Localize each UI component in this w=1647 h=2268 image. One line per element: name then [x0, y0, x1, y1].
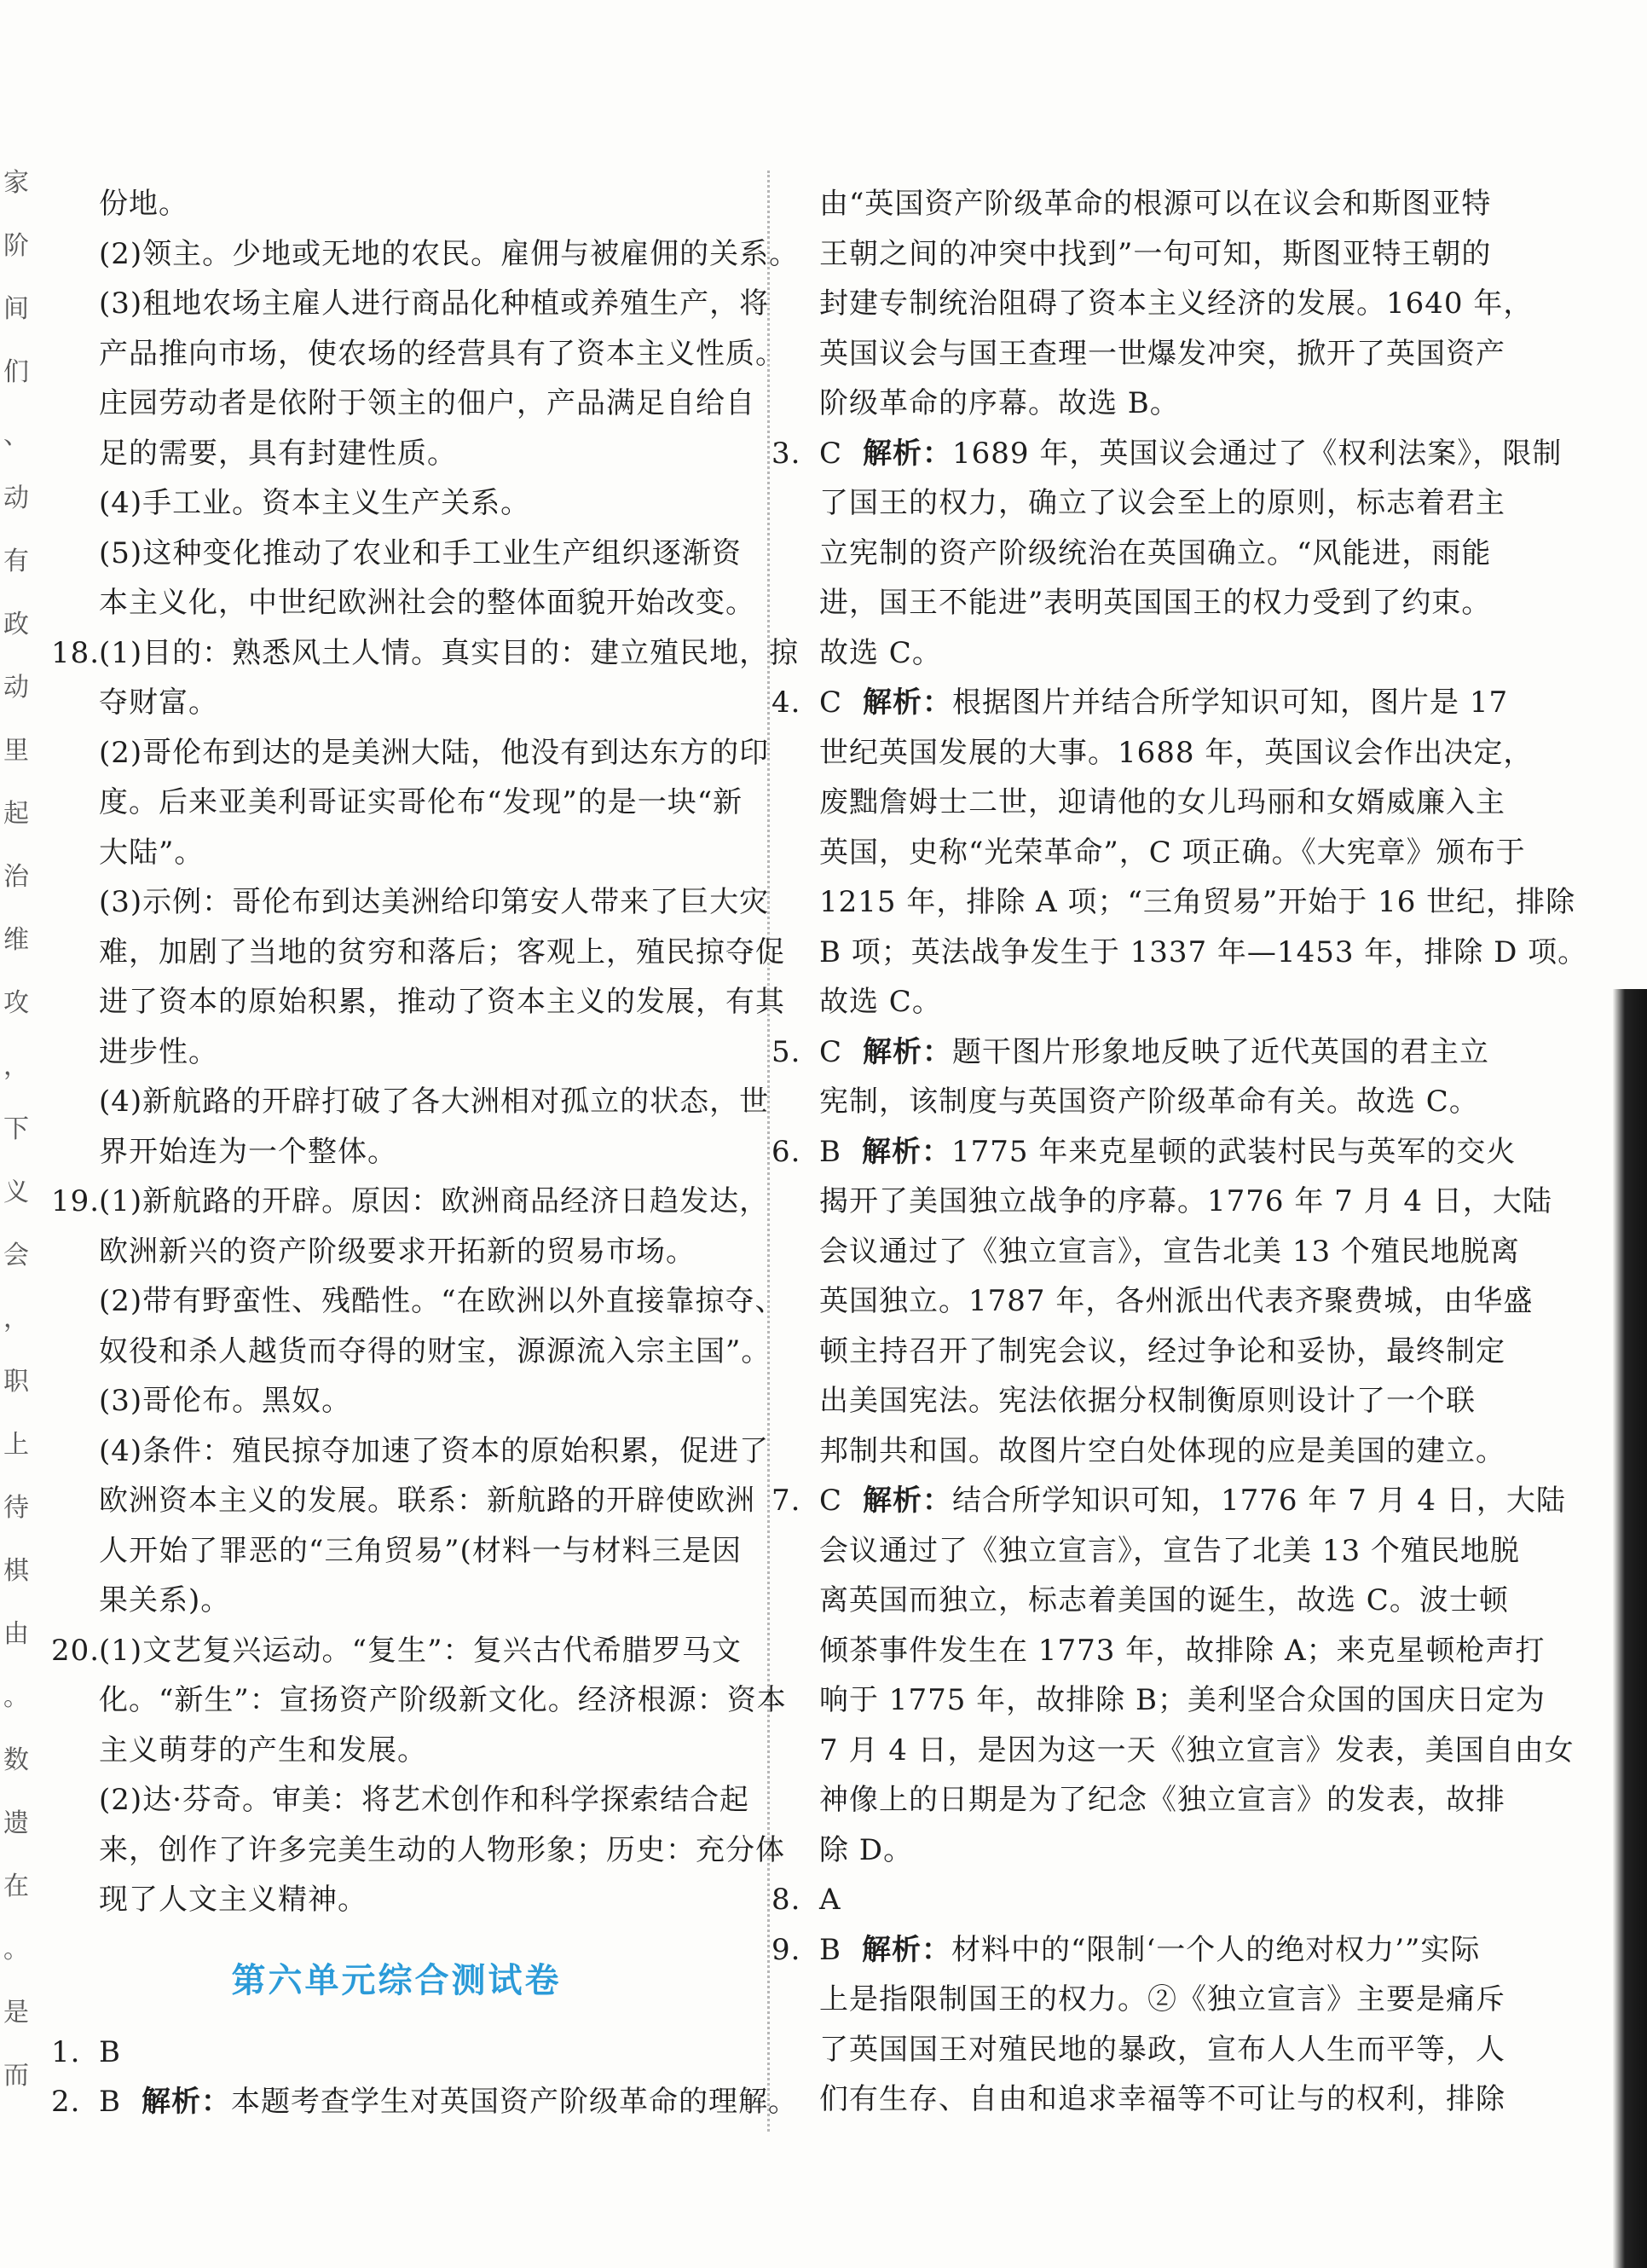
answer-line — [771, 828, 1526, 878]
question-number: 8. — [771, 1883, 801, 1917]
bleed-glyph: 职 — [3, 1367, 29, 1397]
answer-text: 了英国国王对殖民地的暴政，宣布人人生而平等，人 — [819, 2032, 1505, 2067]
answer-text: 离英国而独立，标志着美国的诞生，故选 C。波士顿 — [819, 1583, 1509, 1617]
bleed-glyph: 待 — [3, 1493, 29, 1523]
answer-line — [771, 429, 1563, 479]
question-number: 9. — [771, 1932, 801, 1967]
answer-line — [771, 1276, 1534, 1327]
answer-line — [51, 329, 785, 379]
answer-line — [51, 1127, 742, 1177]
bleed-glyph: 是 — [3, 1998, 29, 2028]
answer-text: 进，国王不能进”表明英国国王的权力受到了约束。 — [819, 586, 1492, 620]
answer-line — [771, 229, 1492, 280]
answer-text: 出美国宪法。宪法依据分权制衡原则设计了一个联 — [819, 1384, 1476, 1418]
bleed-glyph: 会 — [3, 1241, 29, 1270]
answer-text: 果关系)。 — [99, 1583, 231, 1617]
bleed-glyph: 起 — [3, 799, 29, 829]
answer-text: 难，加剧了当地的贫穷和落后；客观上，殖民掠夺促 — [99, 934, 785, 969]
answer-text: (4)手工业。资本主义生产关系。 — [99, 486, 531, 520]
left-column — [51, 179, 800, 2127]
answer-line — [771, 728, 1534, 778]
answer-choice: B — [99, 2085, 121, 2119]
answer-line — [51, 1526, 742, 1577]
answer-text: 来，创作了许多完美生动的人物形象；历史：充分体 — [99, 1832, 785, 1867]
answer-line — [771, 2025, 1505, 2075]
answer-text: 阶级革命的序幕。故选 B。 — [819, 386, 1180, 420]
bleed-glyph: 政 — [3, 610, 29, 639]
answer-text: (3)哥伦布。黑奴。 — [99, 1384, 352, 1418]
analysis-label: 解析： — [862, 1134, 951, 1169]
bleed-glyph: 里 — [3, 736, 29, 766]
answer-text: 神像上的日期是为了纪念《独立宣言》的发表，故排 — [819, 1783, 1505, 1817]
answer-line — [51, 429, 742, 479]
answer-line — [771, 1376, 1476, 1426]
answer-line — [771, 2074, 1505, 2125]
bleed-glyph: 上 — [3, 1430, 29, 1460]
analysis-label: 解析： — [863, 436, 953, 471]
answer-text: 1215 年，排除 A 项；“三角贸易”开始于 16 世纪，排除 — [819, 885, 1576, 919]
answer-text: 庄园劳动者是依附于领主的佃户，产品满足自给自 — [99, 386, 755, 420]
analysis-label: 解析： — [862, 1932, 951, 1967]
answer-text: (3)示例：哥伦布到达美洲给印第安人带来了巨大灾 — [99, 885, 770, 919]
answer-text: 故选 C。 — [819, 985, 942, 1019]
previous-page-bleed-edge — [0, 168, 29, 2132]
bleed-glyph: 攻 — [3, 988, 29, 1018]
answer-choice: B — [819, 1134, 841, 1169]
answer-line — [51, 1626, 742, 1676]
analysis-label: 解析： — [863, 1484, 953, 1518]
answer-line — [51, 1376, 742, 1426]
answer-line — [771, 329, 1505, 379]
answer-text: 现了人文主义精神。 — [99, 1883, 367, 1917]
answer-line — [771, 529, 1492, 579]
answer-line — [771, 1576, 1509, 1626]
answer-text: 响于 1775 年，故排除 B；美利坚合众国的国庆日定为 — [819, 1683, 1546, 1717]
answer-text: 封建专制统治阻碍了资本主义经济的发展。1640 年， — [819, 286, 1534, 321]
answer-text: (2)达·芬奇。审美：将艺术创作和科学探索结合起 — [99, 1783, 749, 1817]
section-title: 第六单元综合测试卷 — [231, 1960, 562, 2000]
answer-text: 邦制共和国。故图片空白处体现的应是美国的建立。 — [819, 1433, 1505, 1468]
bleed-glyph: 由 — [3, 1619, 29, 1649]
answer-text: 世纪英国发展的大事。1688 年，英国议会作出决定， — [819, 735, 1534, 770]
answer-text: 夺财富。 — [99, 686, 218, 720]
bleed-glyph: 、 — [3, 420, 29, 450]
answer-choice: A — [819, 1883, 841, 1917]
answer-text: 人开始了罪恶的“三角贸易”(材料一与材料三是因 — [99, 1533, 742, 1568]
answer-line — [771, 1626, 1546, 1676]
question-number: 4. — [771, 686, 801, 720]
answer-text: 由“英国资产阶级革命的根源可以在议会和斯图亚特 — [819, 187, 1492, 221]
answer-text: 故选 C。 — [819, 635, 942, 670]
question-number: 18. — [51, 635, 101, 670]
answer-text: 主义萌芽的产生和发展。 — [99, 1733, 427, 1768]
answer-text: 除 D。 — [819, 1832, 914, 1867]
scan-shadow-edge — [1613, 989, 1647, 2268]
answer-text: (5)这种变化推动了农业和手工业生产组织逐渐资 — [99, 535, 742, 570]
answer-line — [771, 1875, 1462, 1925]
bleed-glyph: 治 — [3, 862, 29, 892]
answer-text: 废黜詹姆士二世，迎请他的女儿玛丽和女婿威廉入主 — [819, 785, 1505, 819]
bleed-glyph: 数 — [3, 1745, 29, 1775]
answer-text: 会议通过了《独立宣言》，宣告北美 13 个殖民地脱离 — [819, 1234, 1520, 1269]
answer-text: 顿主持召开了制宪会议，经过争论和妥协，最终制定 — [819, 1334, 1505, 1368]
answer-choice: C — [819, 1484, 843, 1518]
question-number: 20. — [51, 1633, 101, 1668]
bleed-glyph: 在 — [3, 1872, 29, 1901]
bleed-glyph: 有 — [3, 547, 29, 576]
bleed-glyph: 间 — [3, 294, 29, 324]
answer-line — [771, 1825, 1462, 1876]
answer-line — [771, 778, 1505, 828]
answer-text: 1689 年，英国议会通过了《权利法案》，限制 — [952, 436, 1563, 471]
answer-line — [51, 778, 742, 828]
answer-text: 产品推向市场，使农场的经营具有了资本主义性质。 — [99, 336, 785, 371]
answer-text: 英国议会与国王查理一世爆发冲突，掀开了英国资产 — [819, 336, 1505, 371]
bleed-glyph: 。 — [3, 1682, 29, 1712]
answer-line — [51, 1027, 742, 1078]
answer-line — [51, 678, 742, 728]
question-number: 19. — [51, 1184, 101, 1218]
answer-line — [771, 678, 1509, 728]
answer-line — [51, 578, 755, 628]
answer-text: B 项；英法战争发生于 1337 年—1453 年，排除 D 项。 — [819, 934, 1588, 969]
answer-line — [51, 1177, 770, 1227]
answer-line — [51, 2077, 798, 2127]
answer-text: 本题考查学生对英国资产阶级革命的理解。 — [231, 2085, 798, 2119]
answer-line — [771, 628, 1462, 679]
answer-line — [771, 1726, 1575, 1776]
answer-line — [771, 928, 1588, 978]
bleed-glyph: 维 — [3, 925, 29, 955]
answer-line — [771, 1227, 1520, 1277]
answer-text: (4)条件：殖民掠夺加速了资本的原始积累，促进了 — [99, 1433, 770, 1468]
answer-text: 了国王的权力，确立了议会至上的原则，标志着君主 — [819, 486, 1505, 520]
bleed-glyph: 们 — [3, 357, 29, 387]
answer-line — [51, 478, 742, 529]
answer-text: 足的需要，具有封建性质。 — [99, 436, 457, 471]
answer-line — [51, 828, 742, 878]
answer-text: 奴役和杀人越货而夺得的财宝，源源流入宗主国”。 — [99, 1334, 771, 1368]
answer-text: 进了资本的原始积累，推动了资本主义的发展，有其 — [99, 985, 785, 1019]
answer-line — [51, 1077, 770, 1127]
answer-line — [51, 279, 770, 329]
answer-line — [51, 179, 742, 229]
answer-text: (1)目的：熟悉风土人情。真实目的：建立殖民地，掠 — [99, 635, 800, 670]
answer-line — [51, 1875, 742, 1925]
answer-text: 份地。 — [99, 187, 188, 221]
answer-choice: C — [819, 1034, 843, 1069]
answer-line — [51, 2028, 742, 2078]
answer-text: 本主义化，中世纪欧洲社会的整体面貌开始改变。 — [99, 586, 755, 620]
answer-text: 倾茶事件发生在 1773 年，故排除 A；来克星顿枪声打 — [819, 1633, 1546, 1668]
analysis-label: 解析： — [142, 2085, 231, 2119]
answer-choice: C — [819, 436, 843, 471]
answer-text: 界开始连为一个整体。 — [99, 1134, 397, 1169]
answer-line — [771, 977, 1462, 1027]
answer-text: (1)新航路的开辟。原因：欧洲商品经济日趋发达， — [99, 1184, 770, 1218]
answer-line — [51, 529, 742, 579]
answer-line — [51, 628, 800, 679]
answer-line — [771, 1327, 1505, 1377]
answer-choice: B — [819, 1932, 841, 1967]
right-column — [771, 179, 1588, 2125]
bleed-glyph: 阶 — [3, 231, 29, 261]
answer-text: 英国，史称“光荣革命”，C 项正确。《大宪章》颁布于 — [819, 835, 1526, 870]
question-number: 2. — [51, 2085, 81, 2119]
answer-text: 立宪制的资产阶级统治在英国确立。“风能进，雨能 — [819, 535, 1492, 570]
bleed-glyph: 下 — [3, 1114, 29, 1144]
answer-text: 揭开了美国独立战争的序幕。1776 年 7 月 4 日，大陆 — [819, 1184, 1552, 1218]
answer-line — [771, 1925, 1481, 1976]
answer-text: 度。后来亚美利哥证实哥伦布“发现”的是一块“新 — [99, 785, 743, 819]
answer-text: (3)租地农场主雇人进行商品化种植或养殖生产，将 — [99, 286, 770, 321]
answer-line — [771, 379, 1462, 429]
answer-line — [771, 578, 1492, 628]
answer-line — [771, 1027, 1490, 1078]
answer-text: 化。“新生”：宣扬资产阶级新文化。经济根源：资本 — [99, 1683, 787, 1717]
answer-text: 英国独立。1787 年，各州派出代表齐聚费城，由华盛 — [819, 1284, 1534, 1318]
answer-text: 材料中的“限制‘一个人的绝对权力’”实际 — [951, 1932, 1481, 1967]
answer-text: 会议通过了《独立宣言》，宣告了北美 13 个殖民地脱 — [819, 1533, 1520, 1568]
answer-text: 进步性。 — [99, 1034, 218, 1069]
answer-line — [771, 877, 1576, 928]
answer-line — [771, 1426, 1505, 1477]
question-number: 1. — [51, 2034, 81, 2069]
answer-line — [51, 1825, 785, 1876]
answer-line — [51, 1276, 785, 1327]
answer-line — [771, 1526, 1520, 1577]
answer-text: (4)新航路的开辟打破了各大洲相对孤立的状态，世 — [99, 1085, 770, 1119]
answer-text: 欧洲资本主义的发展。联系：新航路的开辟使欧洲 — [99, 1484, 755, 1518]
answer-line — [771, 1476, 1566, 1526]
answer-line — [51, 1476, 755, 1526]
bleed-glyph: 动 — [3, 673, 29, 703]
answer-line — [771, 1127, 1517, 1177]
answer-text: (1)文艺复兴运动。“复生”：复兴古代希腊罗马文 — [99, 1633, 742, 1668]
answer-choice: B — [99, 2034, 121, 2069]
answer-line — [51, 977, 785, 1027]
answer-text: (2)哥伦布到达的是美洲大陆，他没有到达东方的印 — [99, 735, 770, 770]
answer-line — [771, 1077, 1479, 1127]
answer-text: 题干图片形象地反映了近代英国的君主立 — [952, 1034, 1490, 1069]
answer-text: 大陆”。 — [99, 835, 205, 870]
answer-line — [51, 229, 800, 280]
answer-text: 结合所学知识可知，1776 年 7 月 4 日，大陆 — [952, 1484, 1566, 1518]
bleed-glyph: 。 — [3, 1935, 29, 1964]
bleed-glyph: ， — [3, 1051, 29, 1081]
answer-line — [51, 1327, 771, 1377]
answer-line — [51, 928, 785, 978]
bleed-glyph: 棋 — [3, 1556, 29, 1586]
answer-text: (2)带有野蛮性、残酷性。“在欧洲以外直接靠掠夺、 — [99, 1284, 785, 1318]
answer-line — [51, 1576, 742, 1626]
bleed-glyph: 遗 — [3, 1808, 29, 1838]
bleed-glyph: 动 — [3, 483, 29, 513]
analysis-label: 解析： — [863, 1034, 953, 1069]
bleed-glyph: 而 — [3, 2061, 29, 2091]
answer-line — [51, 728, 770, 778]
answer-line — [771, 1975, 1505, 2025]
question-number: 6. — [771, 1134, 801, 1169]
answer-line — [771, 179, 1492, 229]
bleed-glyph: 家 — [3, 168, 29, 198]
bleed-glyph: ， — [3, 1304, 29, 1334]
answer-text: 们有生存、自由和追求幸福等不可让与的权利，排除 — [819, 2082, 1505, 2116]
answer-line — [771, 478, 1505, 529]
answer-line — [51, 1227, 742, 1277]
question-number: 3. — [771, 436, 801, 471]
answer-line — [51, 877, 770, 928]
answer-text: 上是指限制国王的权力。②《独立宣言》主要是痛斥 — [819, 1982, 1505, 2016]
answer-line — [51, 1775, 749, 1825]
answer-text: 1775 年来克星顿的武装村民与英军的交火 — [951, 1134, 1517, 1169]
answer-text: 王朝之间的冲突中找到”一句可知，斯图亚特王朝的 — [819, 236, 1492, 271]
answer-text: 7 月 4 日，是因为这一天《独立宣言》发表，美国自由女 — [819, 1733, 1575, 1768]
answer-line — [771, 1675, 1546, 1726]
answer-line — [51, 379, 755, 429]
question-number: 5. — [771, 1034, 801, 1069]
answer-text: 宪制，该制度与英国资产阶级革命有关。故选 C。 — [819, 1085, 1479, 1119]
answer-text: 欧洲新兴的资产阶级要求开拓新的贸易市场。 — [99, 1234, 696, 1269]
question-number: 7. — [771, 1484, 801, 1518]
answer-line — [771, 1177, 1552, 1227]
answer-text: 根据图片并结合所学知识可知，图片是 17 — [952, 686, 1509, 720]
answer-text: (2)领主。少地或无地的农民。雇佣与被雇佣的关系。 — [99, 236, 800, 271]
answer-line — [771, 1775, 1505, 1825]
answer-line — [51, 1726, 742, 1776]
answer-line — [771, 279, 1534, 329]
bleed-glyph: 义 — [3, 1177, 29, 1207]
analysis-label: 解析： — [863, 686, 953, 720]
answer-line — [51, 1675, 787, 1726]
answer-choice: C — [819, 686, 843, 720]
answer-line — [51, 1426, 770, 1477]
